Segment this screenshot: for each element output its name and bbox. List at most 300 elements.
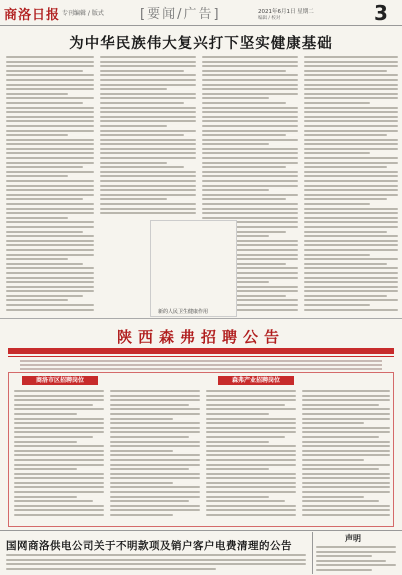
text-line xyxy=(304,116,398,118)
text-line xyxy=(6,198,83,200)
text-line xyxy=(6,70,83,72)
text-line xyxy=(100,120,196,122)
text-line xyxy=(100,166,184,168)
text-line xyxy=(206,514,296,516)
text-line xyxy=(304,162,398,164)
text-line xyxy=(316,546,396,548)
text-line xyxy=(110,459,200,461)
text-line xyxy=(302,454,390,456)
text-line xyxy=(202,194,298,196)
text-line xyxy=(20,364,382,366)
text-line xyxy=(100,143,196,145)
bottom-divider xyxy=(0,530,402,531)
text-line xyxy=(206,436,285,438)
text-line xyxy=(202,171,298,173)
text-line xyxy=(304,244,398,246)
text-line xyxy=(302,395,390,397)
text-line xyxy=(304,70,387,72)
text-line xyxy=(302,413,390,415)
text-line xyxy=(202,217,298,219)
text-line xyxy=(14,454,104,456)
text-line xyxy=(304,134,387,136)
recruitment-rule xyxy=(8,356,394,357)
text-line xyxy=(304,152,370,154)
text-line xyxy=(6,134,68,136)
text-line xyxy=(6,244,94,246)
text-line xyxy=(316,560,386,562)
text-line xyxy=(14,505,104,507)
section-divider xyxy=(0,318,402,319)
text-line xyxy=(302,404,379,406)
text-line xyxy=(6,162,94,164)
text-line xyxy=(202,175,298,177)
text-line xyxy=(206,418,296,420)
text-line xyxy=(202,125,298,127)
text-line xyxy=(6,56,94,58)
text-line xyxy=(110,500,189,502)
text-line xyxy=(14,464,104,466)
text-line xyxy=(202,180,298,182)
recruitment-band xyxy=(8,348,394,354)
article-column-4 xyxy=(304,56,398,313)
text-line xyxy=(304,185,398,187)
text-line xyxy=(206,459,296,461)
text-line xyxy=(202,116,298,118)
editor-line: 编辑 / 校对 xyxy=(258,16,281,21)
text-line xyxy=(6,267,94,269)
text-line xyxy=(304,299,398,301)
text-line xyxy=(302,390,390,392)
text-line xyxy=(14,427,104,429)
text-line xyxy=(20,368,382,370)
text-line xyxy=(302,500,379,502)
text-line xyxy=(100,139,196,141)
text-line xyxy=(100,79,196,81)
text-line xyxy=(6,139,94,141)
text-line xyxy=(304,93,398,95)
text-line xyxy=(100,134,184,136)
text-line xyxy=(304,309,398,311)
text-line xyxy=(304,254,370,256)
text-line xyxy=(14,408,104,410)
notice-body xyxy=(6,554,306,572)
text-line xyxy=(110,445,200,447)
photo-caption: 新的人民卫生健康作用 xyxy=(158,309,209,315)
text-line xyxy=(6,240,94,242)
text-line xyxy=(302,399,390,401)
text-line xyxy=(304,180,398,182)
text-line xyxy=(202,74,298,76)
right-section-heading: 森弗产业招聘岗位 xyxy=(218,376,294,385)
text-line xyxy=(14,395,104,397)
text-line xyxy=(206,468,269,470)
text-line xyxy=(14,496,77,498)
text-line xyxy=(304,304,370,306)
text-line xyxy=(6,61,94,63)
text-line xyxy=(206,445,296,447)
text-line xyxy=(206,454,296,456)
text-line xyxy=(304,286,398,288)
text-line xyxy=(110,491,200,493)
text-line xyxy=(304,139,398,141)
text-line xyxy=(6,272,94,274)
text-line xyxy=(302,436,379,438)
text-line xyxy=(202,203,298,205)
top-divider xyxy=(0,25,402,26)
text-line xyxy=(14,491,104,493)
section-tag: [要闻/广告] xyxy=(140,7,221,22)
text-line xyxy=(100,152,196,154)
text-line xyxy=(110,454,200,456)
text-line xyxy=(110,395,200,397)
text-line xyxy=(302,496,364,498)
text-line xyxy=(304,189,398,191)
text-line xyxy=(110,486,200,488)
text-line xyxy=(6,263,83,265)
text-line xyxy=(6,254,94,256)
text-line xyxy=(6,171,94,173)
text-line xyxy=(14,468,77,470)
text-line xyxy=(206,390,296,392)
photo-area xyxy=(150,220,237,317)
text-line xyxy=(110,404,189,406)
text-line xyxy=(6,559,306,561)
text-line xyxy=(304,226,398,228)
text-line xyxy=(100,148,196,150)
text-line xyxy=(302,482,390,484)
text-line xyxy=(206,500,285,502)
text-line xyxy=(14,450,104,452)
text-line xyxy=(110,496,200,498)
text-line xyxy=(6,299,68,301)
text-line xyxy=(100,130,196,132)
text-line xyxy=(206,486,296,488)
text-line xyxy=(100,189,196,191)
text-line xyxy=(6,175,68,177)
text-line xyxy=(6,189,94,191)
edition-label: 专刊编辑 / 版式 xyxy=(62,10,104,17)
text-line xyxy=(110,505,200,507)
text-line xyxy=(110,427,200,429)
text-line xyxy=(6,180,94,182)
text-line xyxy=(100,116,196,118)
text-line xyxy=(6,277,94,279)
notice-title: 国网商洛供电公司关于不明款项及销户客户电费清理的公告 xyxy=(6,540,292,552)
text-line xyxy=(302,431,390,433)
text-line xyxy=(6,93,68,95)
text-line xyxy=(6,221,94,223)
text-line xyxy=(6,157,94,159)
text-line xyxy=(304,235,398,237)
text-line xyxy=(202,162,298,164)
text-line xyxy=(302,509,390,511)
text-line xyxy=(206,473,296,475)
statement-title: 声明 xyxy=(345,534,361,543)
text-line xyxy=(202,139,298,141)
text-line xyxy=(302,464,390,466)
text-line xyxy=(100,203,196,205)
recruit-column-3 xyxy=(206,390,296,519)
text-line xyxy=(14,500,93,502)
text-line xyxy=(14,514,104,516)
text-line xyxy=(14,422,104,424)
text-line xyxy=(206,496,269,498)
text-line xyxy=(304,97,398,99)
text-line xyxy=(100,171,196,173)
text-line xyxy=(100,65,196,67)
text-line xyxy=(6,79,94,81)
text-line xyxy=(304,249,398,251)
text-line xyxy=(304,198,387,200)
text-line xyxy=(304,125,398,127)
text-line xyxy=(100,185,196,187)
text-line xyxy=(202,130,298,132)
text-line xyxy=(202,93,298,95)
text-line xyxy=(206,431,296,433)
text-line xyxy=(302,505,390,507)
text-line xyxy=(202,134,286,136)
text-line xyxy=(304,56,398,58)
text-line xyxy=(14,418,104,420)
text-line xyxy=(6,107,94,109)
text-line xyxy=(202,185,298,187)
text-line xyxy=(206,427,296,429)
text-line xyxy=(110,390,200,392)
text-line xyxy=(6,231,83,233)
text-line xyxy=(202,157,298,159)
text-line xyxy=(6,102,83,104)
text-line xyxy=(14,431,104,433)
text-line xyxy=(302,486,390,488)
text-line xyxy=(304,194,398,196)
text-line xyxy=(14,445,104,447)
text-line xyxy=(304,111,398,113)
text-line xyxy=(202,148,298,150)
text-line xyxy=(304,79,398,81)
text-line xyxy=(6,281,94,283)
text-line xyxy=(304,263,387,265)
recruitment-title: 陕西森弗招聘公告 xyxy=(116,328,285,346)
text-line xyxy=(316,551,396,553)
text-line xyxy=(6,125,94,127)
text-line xyxy=(302,468,379,470)
text-line xyxy=(202,88,298,90)
text-line xyxy=(100,198,167,200)
text-line xyxy=(302,473,390,475)
text-line xyxy=(100,175,196,177)
text-line xyxy=(316,555,372,557)
text-line xyxy=(6,185,94,187)
text-line xyxy=(202,70,286,72)
text-line xyxy=(6,143,94,145)
text-line xyxy=(110,464,200,466)
text-line xyxy=(202,65,298,67)
text-line xyxy=(202,97,269,99)
text-line xyxy=(304,171,398,173)
text-line xyxy=(100,97,196,99)
text-line xyxy=(206,505,296,507)
article-column-2 xyxy=(100,56,196,217)
text-line xyxy=(6,130,94,132)
text-line xyxy=(14,486,104,488)
text-line xyxy=(6,554,306,556)
text-line xyxy=(206,404,285,406)
text-line xyxy=(304,208,398,210)
text-line xyxy=(202,166,286,168)
text-line xyxy=(6,258,68,260)
text-line xyxy=(100,107,196,109)
text-line xyxy=(100,157,196,159)
text-line xyxy=(302,445,390,447)
text-line xyxy=(6,568,216,570)
text-line xyxy=(304,84,398,86)
text-line xyxy=(6,116,94,118)
recruit-column-4 xyxy=(302,390,390,519)
text-line xyxy=(6,148,94,150)
text-line xyxy=(100,162,167,164)
text-line xyxy=(6,217,68,219)
text-line xyxy=(110,436,189,438)
text-line xyxy=(202,56,298,58)
page-number: 3 xyxy=(374,1,388,25)
text-line xyxy=(304,217,398,219)
text-line xyxy=(302,514,390,516)
text-line xyxy=(304,61,398,63)
text-line xyxy=(304,272,398,274)
text-line xyxy=(14,436,93,438)
text-line xyxy=(6,235,94,237)
text-line xyxy=(302,418,390,420)
text-line xyxy=(206,399,296,401)
text-line xyxy=(202,120,298,122)
text-line xyxy=(304,107,398,109)
text-line xyxy=(304,88,398,90)
text-line xyxy=(14,459,104,461)
text-line xyxy=(20,360,382,362)
text-line xyxy=(6,152,94,154)
left-section-heading: 商洛市区招聘岗位 xyxy=(22,376,98,385)
text-line xyxy=(304,203,370,205)
text-line xyxy=(304,148,398,150)
text-line xyxy=(304,143,398,145)
text-line xyxy=(304,295,387,297)
text-line xyxy=(6,120,94,122)
issue-date: 2021年6月1日 星期二 xyxy=(258,9,314,15)
text-line xyxy=(100,70,184,72)
text-line xyxy=(6,212,94,214)
text-line xyxy=(6,290,94,292)
text-line xyxy=(100,180,196,182)
text-line xyxy=(6,84,94,86)
text-line xyxy=(6,309,94,311)
text-line xyxy=(6,111,94,113)
text-line xyxy=(100,212,196,214)
text-line xyxy=(100,93,196,95)
text-line xyxy=(14,477,104,479)
text-line xyxy=(6,203,94,205)
text-line xyxy=(304,102,370,104)
text-line xyxy=(316,569,372,571)
recruitment-intro xyxy=(20,360,382,372)
text-line xyxy=(302,477,390,479)
text-line xyxy=(304,74,398,76)
text-line xyxy=(202,61,298,63)
text-line xyxy=(100,208,196,210)
text-line xyxy=(302,427,390,429)
text-line xyxy=(206,441,269,443)
text-line xyxy=(100,194,196,196)
text-line xyxy=(304,65,398,67)
text-line xyxy=(302,441,390,443)
text-line xyxy=(304,157,398,159)
recruit-column-2 xyxy=(110,390,200,519)
recruit-column-1 xyxy=(14,390,104,519)
text-line xyxy=(304,175,398,177)
text-line xyxy=(6,65,94,67)
text-line xyxy=(6,74,94,76)
text-line xyxy=(202,111,298,113)
text-line xyxy=(110,399,200,401)
article-column-1 xyxy=(6,56,94,313)
text-line xyxy=(14,509,104,511)
main-headline: 为中华民族伟大复兴打下坚实健康基础 xyxy=(69,36,333,52)
text-line xyxy=(110,473,200,475)
text-line xyxy=(304,212,398,214)
text-line xyxy=(110,408,200,410)
text-line xyxy=(100,111,196,113)
text-line xyxy=(202,79,298,81)
text-line xyxy=(100,56,196,58)
text-line xyxy=(100,74,196,76)
text-line xyxy=(100,125,167,127)
text-line xyxy=(202,84,298,86)
text-line xyxy=(302,491,390,493)
text-line xyxy=(110,418,173,420)
text-line xyxy=(14,404,93,406)
newspaper-logo: 商洛日报 xyxy=(4,8,61,23)
text-line xyxy=(304,277,398,279)
text-line xyxy=(6,295,83,297)
text-line xyxy=(14,390,104,392)
text-line xyxy=(110,450,173,452)
text-line xyxy=(302,408,390,410)
text-line xyxy=(100,61,196,63)
text-line xyxy=(202,198,286,200)
text-line xyxy=(110,422,200,424)
text-line xyxy=(304,267,398,269)
text-line xyxy=(202,152,298,154)
text-line xyxy=(206,491,296,493)
text-line xyxy=(304,130,398,132)
text-line xyxy=(100,84,196,86)
text-line xyxy=(14,399,104,401)
text-line xyxy=(304,258,398,260)
text-line xyxy=(206,477,296,479)
text-line xyxy=(206,509,296,511)
text-line xyxy=(6,304,94,306)
text-line xyxy=(206,413,269,415)
text-line xyxy=(316,564,396,566)
text-line xyxy=(110,509,200,511)
text-line xyxy=(6,166,83,168)
text-line xyxy=(6,97,94,99)
text-line xyxy=(14,413,77,415)
text-line xyxy=(6,226,94,228)
text-line xyxy=(14,441,77,443)
text-line xyxy=(304,166,387,168)
text-line xyxy=(302,450,390,452)
text-line xyxy=(202,143,269,145)
